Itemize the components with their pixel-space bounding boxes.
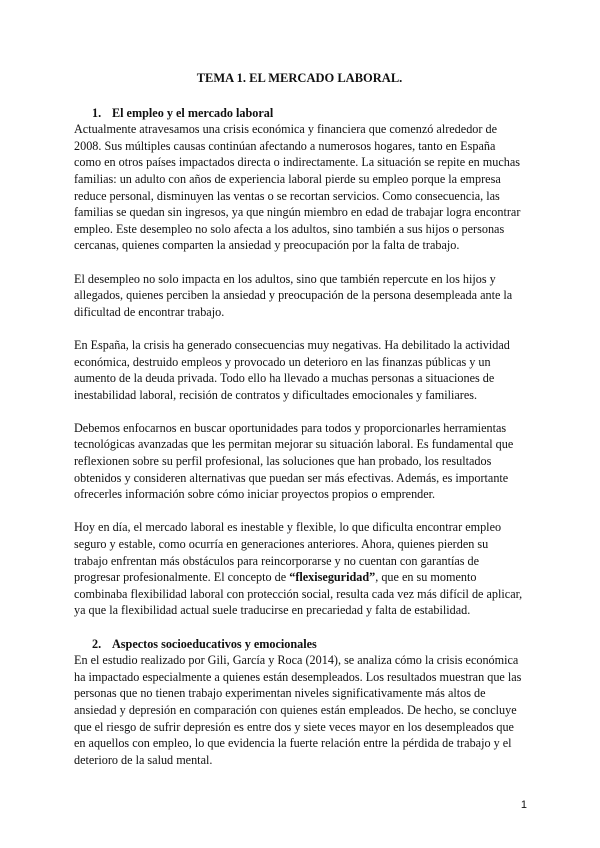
paragraph: Debemos enfocarnos en buscar oportunidades para todos y proporcionarles herramientas tecnológicas avanzadas que les permitan mejorar su situación laboral. Es fundamental que reflexionen sobre su perfil profesional, las soluciones que han probado, los resultados obtenidos y consideren alternativas que puedan ser más efectivas. Además, es importante ofrecerles información sobre cómo iniciar proyectos propios o emprender. xyxy=(74,420,514,502)
section-number: 2. xyxy=(92,636,102,651)
bold-term: “flexiseguridad” xyxy=(289,570,376,585)
section-1 xyxy=(74,105,525,619)
section-title: Aspectos socioeducativos y emocionales xyxy=(112,636,317,651)
paragraph xyxy=(74,519,525,619)
page-number: 1 xyxy=(520,799,527,811)
paragraph: Actualmente atravesamos una crisis económica y financiera que comenzó alrededor de 2008. Sus múltiples causas continúan afectando a numerosos hogares, tanto en España como en otros países impactados directa o indirectamente. La situación se repite en muchas familias: un adulto con años de experiencia laboral pierde su empleo porque la empresa reduce personal, disminuyen las ventas o se recortan servicios. Como consecuencia, las familias se quedan sin ingresos, ya que ningún miembro en edad de trabajar logra encontrar empleo. Este desempleo no solo afecta a los adultos, sino también a sus hijos o personas cercanas, quienes comparten la ansiedad y preocupación por la falta de trabajo. xyxy=(74,122,521,253)
paragraph-text: , que en su momento combinaba flexibilidad laboral con protección social, resulta cada vez más difícil de aplicar, ya que la flexibilidad actual suele traducirse en precariedad y falta de estabilidad. xyxy=(74,570,523,618)
paragraph: En el estudio realizado por Gili, García y Roca (2014), se analiza cómo la crisis económica ha impactado especialmente a quienes están desempleados. Los resultados muestran que las personas que no tienen trabajo experimentan niveles significativamente más altos de ansiedad y depresión en comparación con quienes están empleados. De hecho, se concluye que el riesgo de sufrir depresión es entre dos y siete veces mayor en los desempleados que en aquellos con empleo, lo que evidencia la fuerte relación entre la pérdida de trabajo y el deterioro de la salud mental. xyxy=(74,653,522,767)
paragraph-text: Hoy en día, el mercado laboral es inestable y flexible, lo que dificulta encontrar empleo seguro y estable, como ocurría en generaciones anteriores. Ahora, quienes pierden su trabajo enfrentan más obstáculos para reincorporarse y no cuentan con garantías de progresar profesionalmente. El concepto de xyxy=(74,520,502,585)
section-title: El empleo y el mercado laboral xyxy=(112,105,274,120)
paragraph: El desempleo no solo impacta en los adultos, sino que también repercute en los hijos y allegados, quienes perciben la ansiedad y preocupación de la persona desempleada ante la dificultad de encontrar trabajo. xyxy=(74,271,513,319)
section-heading xyxy=(74,105,525,122)
section-number: 1. xyxy=(92,105,102,120)
document-title: TEMA 1. EL MERCADO LABORAL. xyxy=(196,71,403,85)
paragraph: En España, la crisis ha generado consecuencias muy negativas. Ha debilitado la actividad económica, destruido empleos y provocado un deterioro en las finanzas públicas y un aumento de la deuda privada. Todo ello ha llevado a muchas personas a situaciones de inestabilidad laboral, recisión de contratos y dificultades emocionales y familiares. xyxy=(74,337,510,402)
section-heading xyxy=(74,636,525,653)
section-2 xyxy=(74,636,525,769)
